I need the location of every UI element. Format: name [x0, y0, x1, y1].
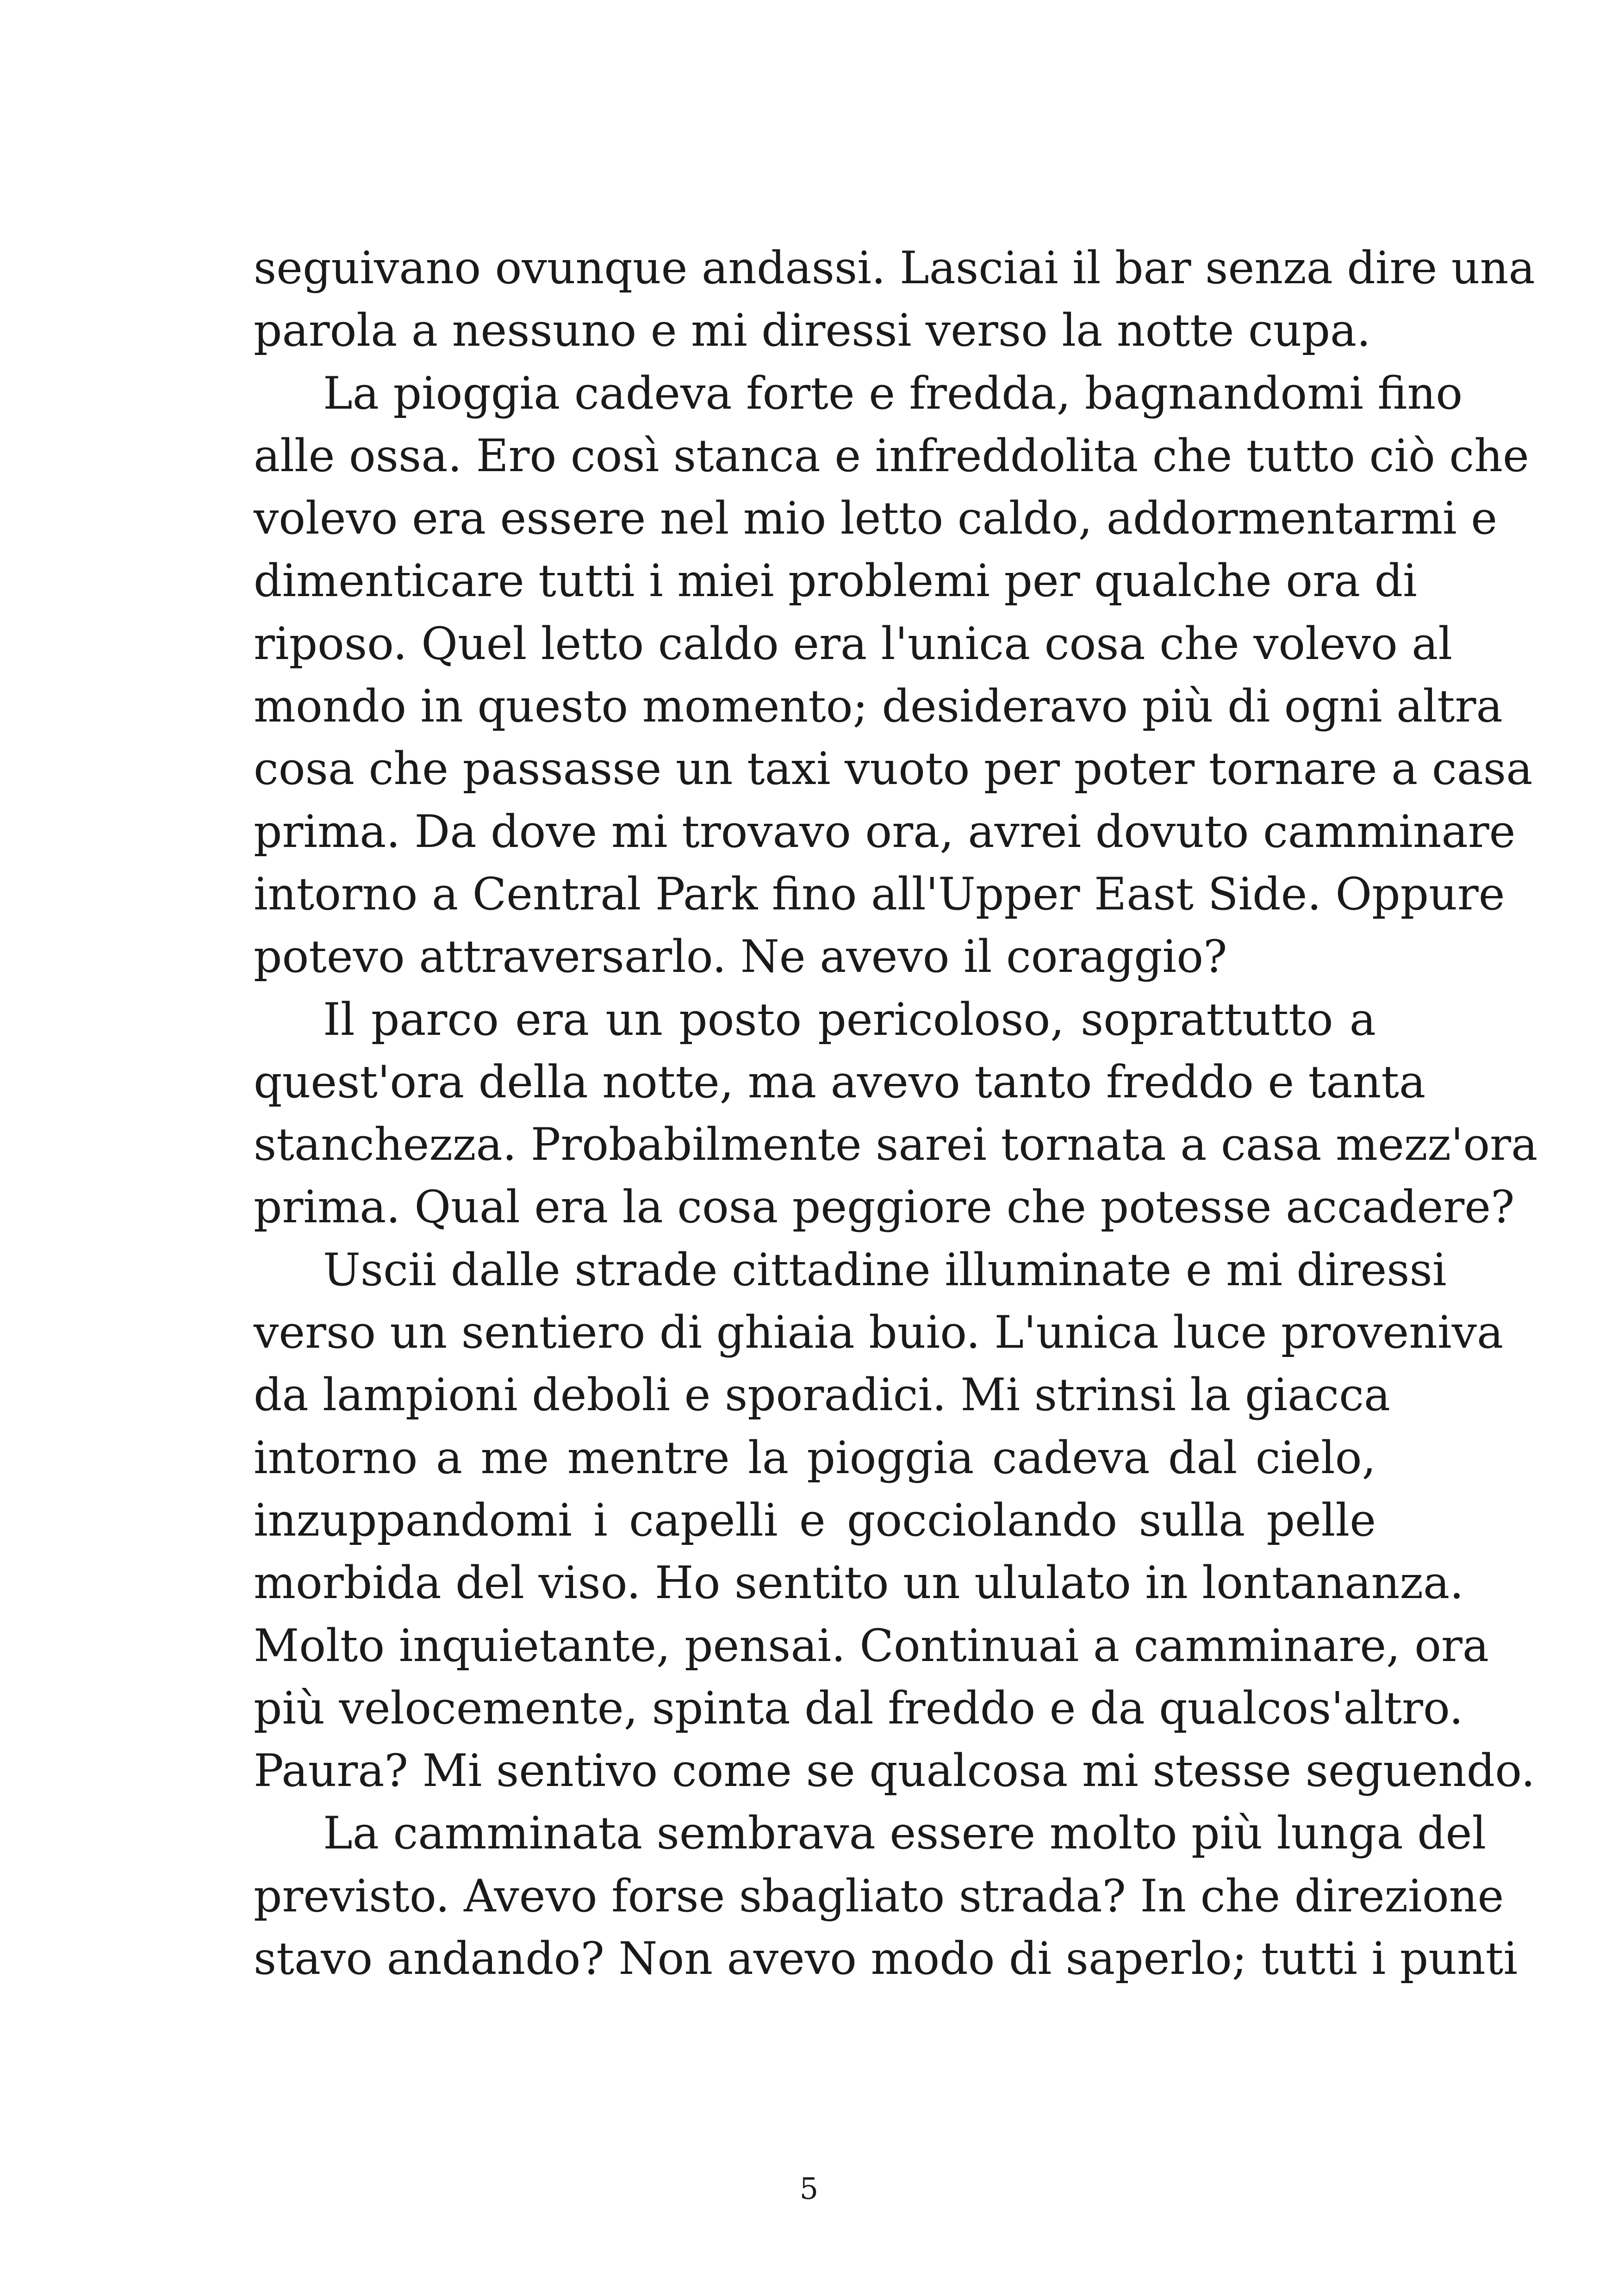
text-line: Il parco era un posto pericoloso, soprattutto a	[323, 993, 1376, 1045]
page-body	[254, 237, 1538, 1990]
text-line: volevo era essere nel mio letto caldo, addormentarmi e	[254, 492, 1498, 545]
text-line: dimenticare tutti i miei problemi per qualche ora di	[254, 555, 1417, 607]
text-line: Paura? Mi sentivo come se qualcosa mi stesse seguendo.	[254, 1745, 1535, 1797]
text-line: stanchezza. Probabilmente sarei tornata a casa mezz'ora	[254, 1119, 1538, 1171]
text-line: Molto inquietante, pensai. Continuai a camminare, ora	[254, 1619, 1489, 1672]
text-line: parola a nessuno e mi diressi verso la notte cupa.	[254, 305, 1371, 357]
text-line: quest'ora della notte, ma avevo tanto freddo e tanta	[254, 1056, 1426, 1108]
paragraph	[254, 1239, 1535, 1803]
paragraph	[254, 237, 1535, 362]
page-number: 5	[799, 2172, 819, 2206]
text-line: prima. Da dove mi trovavo ora, avrei dovuto camminare	[254, 805, 1516, 858]
text-line: previsto. Avevo forse sbagliato strada? In che direzione	[254, 1870, 1504, 1922]
text-line: prima. Qual era la cosa peggiore che potesse accadere?	[254, 1181, 1515, 1233]
paragraph	[254, 989, 1538, 1239]
text-line: potevo attraversarlo. Ne avevo il coraggio?	[254, 931, 1227, 983]
text-line: verso un sentiero di ghiaia buio. L'unica luce proveniva	[254, 1307, 1504, 1359]
text-line: intorno a Central Park fino all'Upper East Side. Oppure	[254, 868, 1505, 920]
text-line: Uscii dalle strade cittadine illuminate e mi diressi	[323, 1244, 1447, 1296]
text-line: La pioggia cadeva forte e fredda, bagnandomi fino	[323, 367, 1463, 419]
text-line: cosa che passasse un taxi vuoto per poter tornare a casa	[254, 743, 1533, 795]
text-line: da lampioni deboli e sporadici. Mi strinsi la giacca	[254, 1369, 1391, 1421]
text-line: morbida del viso. Ho sentito un ululato in lontananza.	[254, 1557, 1464, 1609]
paragraph	[254, 362, 1533, 989]
text-line: alle ossa. Ero così stanca e infreddolita che tutto ciò che	[254, 429, 1529, 482]
text-line: stavo andando? Non avevo modo di saperlo; tutti i punti	[254, 1933, 1518, 1985]
text-line: più velocemente, spinta dal freddo e da qualcos'altro.	[254, 1682, 1463, 1734]
text-line: intorno a me mentre la pioggia cadeva dal cielo,	[254, 1431, 1376, 1484]
text-line: seguivano ovunque andassi. Lasciai il bar senza dire una	[254, 242, 1535, 294]
text-line: riposo. Quel letto caldo era l'unica cosa che volevo al	[254, 617, 1453, 670]
text-line: mondo in questo momento; desideravo più di ogni altra	[254, 680, 1503, 733]
paragraph	[254, 1802, 1518, 1990]
text-line: La camminata sembrava essere molto più lunga del	[323, 1807, 1487, 1860]
text-line: inzuppandomi i capelli e gocciolando sulla pelle	[254, 1494, 1376, 1546]
